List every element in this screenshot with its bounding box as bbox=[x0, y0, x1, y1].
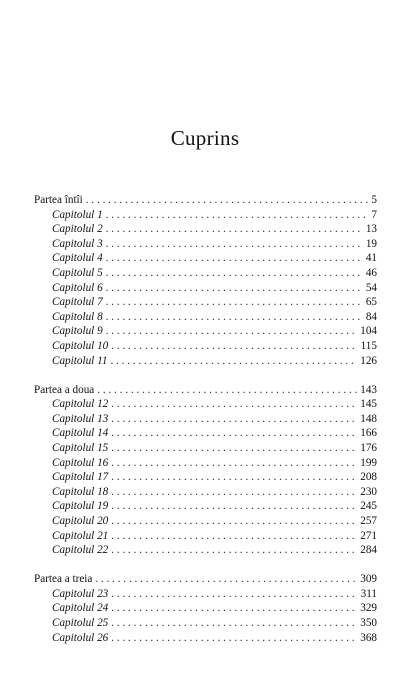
leader-dots bbox=[111, 442, 357, 454]
toc-page-number: 230 bbox=[360, 485, 377, 498]
toc-chapter-label: Capitolul 13 bbox=[52, 412, 109, 425]
toc-chapter-label: Capitolul 23 bbox=[52, 587, 109, 600]
toc-chapter-row bbox=[34, 471, 377, 486]
toc-chapter-label: Capitolul 9 bbox=[52, 325, 103, 338]
leader-dots bbox=[110, 355, 357, 367]
toc-chapter-label: Capitolul 17 bbox=[52, 471, 109, 484]
toc-page-number: 84 bbox=[365, 310, 377, 323]
toc-chapter-label: Capitolul 15 bbox=[52, 442, 109, 454]
toc-page-number: 311 bbox=[360, 587, 377, 600]
toc-chapter-row bbox=[34, 282, 377, 297]
toc-page-number: 126 bbox=[360, 354, 377, 367]
leader-dots bbox=[106, 325, 358, 337]
toc-chapter-label: Capitolul 11 bbox=[52, 354, 108, 367]
toc-page-number: 245 bbox=[360, 500, 377, 513]
toc-part-label: Partea a doua bbox=[34, 383, 95, 396]
toc-chapter-label: Capitolul 18 bbox=[52, 485, 109, 498]
toc-page-number: 115 bbox=[360, 339, 377, 352]
toc-page-number: 46 bbox=[365, 266, 377, 279]
toc-chapter-label: Capitolul 25 bbox=[52, 617, 109, 630]
toc-page-number: 166 bbox=[360, 427, 377, 440]
toc-chapter-label: Capitolul 22 bbox=[52, 544, 109, 557]
leader-dots bbox=[111, 398, 357, 410]
toc-part bbox=[34, 194, 377, 369]
toc-page-number: 208 bbox=[360, 471, 377, 484]
toc-part bbox=[34, 384, 377, 559]
leader-dots bbox=[111, 427, 357, 439]
toc-chapter-row bbox=[34, 209, 377, 224]
leader-dots bbox=[111, 602, 357, 614]
toc-chapter-row bbox=[34, 588, 377, 603]
toc-chapter-row bbox=[34, 515, 377, 530]
toc-page-number: 7 bbox=[371, 208, 377, 221]
toc-page-number: 176 bbox=[360, 442, 377, 454]
page-title: Cuprins bbox=[170, 126, 240, 150]
toc-page-number: 148 bbox=[360, 412, 377, 425]
leader-dots bbox=[106, 282, 363, 294]
toc-page-number: 309 bbox=[360, 573, 377, 586]
leader-dots bbox=[111, 471, 357, 483]
toc-page-number: 257 bbox=[360, 514, 377, 527]
toc-page-number: 350 bbox=[360, 617, 377, 630]
toc-page-number: 19 bbox=[365, 237, 377, 250]
toc-chapter-row bbox=[34, 427, 377, 442]
leader-dots bbox=[111, 515, 357, 527]
toc-chapter-row bbox=[34, 457, 377, 472]
toc-page-number: 13 bbox=[365, 223, 377, 236]
toc-chapter-row bbox=[34, 530, 377, 545]
toc-chapter-row bbox=[34, 617, 377, 632]
toc-chapter-row bbox=[34, 442, 377, 457]
leader-dots bbox=[111, 530, 357, 542]
leader-dots bbox=[106, 238, 363, 250]
toc-page-number: 143 bbox=[360, 383, 377, 396]
toc-chapter-row bbox=[34, 267, 377, 282]
leader-dots bbox=[111, 617, 357, 629]
toc-chapter-row bbox=[34, 632, 377, 647]
toc-page-number: 54 bbox=[365, 281, 377, 294]
toc-part-row bbox=[34, 573, 377, 588]
leader-dots bbox=[111, 632, 357, 644]
toc-page-number: 41 bbox=[365, 252, 377, 265]
toc-page-number: 271 bbox=[360, 529, 377, 542]
toc-chapter-row bbox=[34, 500, 377, 515]
toc-chapter-label: Capitolul 4 bbox=[52, 252, 103, 265]
toc-part-row bbox=[34, 384, 377, 399]
leader-dots bbox=[111, 588, 357, 600]
toc-chapter-label: Capitolul 1 bbox=[52, 208, 103, 221]
toc-chapter-label: Capitolul 3 bbox=[52, 237, 103, 250]
leader-dots bbox=[111, 544, 357, 556]
toc-chapter-row bbox=[34, 238, 377, 253]
leader-dots bbox=[106, 311, 363, 323]
toc-page-number: 145 bbox=[360, 398, 377, 411]
toc-chapter-label: Capitolul 14 bbox=[52, 427, 109, 440]
toc-chapter-row bbox=[34, 486, 377, 501]
toc-chapter-label: Capitolul 26 bbox=[52, 631, 109, 644]
leader-dots bbox=[106, 209, 369, 221]
toc-chapter-label: Capitolul 12 bbox=[52, 398, 109, 411]
leader-dots bbox=[111, 457, 357, 469]
toc-chapter-label: Capitolul 6 bbox=[52, 281, 103, 294]
toc-chapter-label: Capitolul 19 bbox=[52, 500, 109, 513]
toc-part bbox=[34, 573, 377, 646]
leader-dots bbox=[95, 573, 357, 585]
toc-part-row bbox=[34, 194, 377, 209]
toc-chapter-row bbox=[34, 413, 377, 428]
leader-dots bbox=[106, 296, 363, 308]
toc-chapter-label: Capitolul 24 bbox=[52, 602, 109, 615]
leader-dots bbox=[111, 413, 357, 425]
leader-dots bbox=[111, 500, 357, 512]
toc-page-number: 284 bbox=[360, 544, 377, 557]
toc-chapter-row bbox=[34, 602, 377, 617]
toc-chapter-row bbox=[34, 544, 377, 559]
leader-dots bbox=[106, 223, 363, 235]
leader-dots bbox=[106, 267, 363, 279]
toc-chapter-row bbox=[34, 325, 377, 340]
toc-chapter-label: Capitolul 2 bbox=[52, 223, 103, 236]
toc-chapter-label: Capitolul 21 bbox=[52, 529, 109, 542]
toc-chapter-label: Capitolul 5 bbox=[52, 266, 103, 279]
table-of-contents bbox=[34, 194, 377, 661]
toc-chapter-row bbox=[34, 340, 377, 355]
toc-chapter-row bbox=[34, 223, 377, 238]
toc-chapter-label: Capitolul 20 bbox=[52, 514, 109, 527]
toc-part-label: Partea întîi bbox=[34, 194, 83, 206]
leader-dots bbox=[86, 194, 369, 206]
toc-page-number: 329 bbox=[360, 602, 377, 615]
toc-chapter-row bbox=[34, 355, 377, 370]
toc-part-label: Partea a treia bbox=[34, 573, 93, 586]
toc-chapter-row bbox=[34, 296, 377, 311]
toc-chapter-label: Capitolul 16 bbox=[52, 456, 109, 469]
toc-chapter-row bbox=[34, 311, 377, 326]
toc-page-number: 368 bbox=[360, 631, 377, 644]
leader-dots bbox=[106, 252, 363, 264]
leader-dots bbox=[111, 486, 357, 498]
toc-chapter-label: Capitolul 8 bbox=[52, 310, 103, 323]
toc-page-number: 104 bbox=[360, 325, 377, 338]
toc-page-number: 5 bbox=[371, 194, 377, 206]
toc-chapter-row bbox=[34, 252, 377, 267]
toc-chapter-label: Capitolul 7 bbox=[52, 296, 103, 309]
toc-page-number: 199 bbox=[360, 456, 377, 469]
leader-dots bbox=[97, 384, 357, 396]
toc-page-number: 65 bbox=[365, 296, 377, 309]
toc-chapter-label: Capitolul 10 bbox=[52, 339, 109, 352]
leader-dots bbox=[111, 340, 357, 352]
toc-chapter-row bbox=[34, 398, 377, 413]
